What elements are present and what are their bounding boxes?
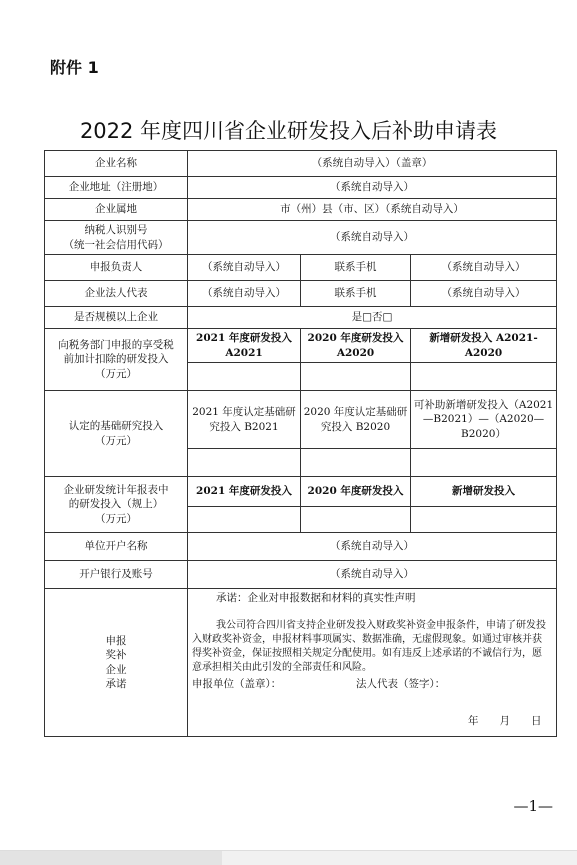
tax-rd-2020-header-line1: 2020 年度研发投入 (307, 332, 404, 345)
basic-research-2020-input[interactable] (301, 449, 411, 477)
company-address-value[interactable]: （系统自动导入） (188, 177, 557, 199)
row-pledge (45, 589, 557, 737)
row-tax-id (45, 221, 557, 255)
basic-research-2021-header-line1: 2021 年度认定基础研 (192, 406, 296, 419)
subsidizable-increase-header-line1: 可补助新增研发投入（A2021 (413, 399, 554, 412)
row-above-scale (45, 307, 557, 329)
stat-rd-2020-input[interactable] (301, 507, 411, 533)
company-location-label: 企业属地 (45, 199, 188, 221)
basic-research-2020-header-line1: 2020 年度认定基础研 (303, 406, 408, 419)
unit-seal-label: 申报单位（盖章）： (192, 678, 282, 690)
subsidizable-increase-header-line2: —B2021）—（A2020—B2020） (422, 413, 545, 440)
stat-rd-label-line1: 企业研发统计年报表中 (63, 484, 169, 497)
pledge-label-line3: 企业 (105, 663, 127, 676)
basic-research-2021-input[interactable] (188, 449, 301, 477)
account-name-label: 单位开户名称 (45, 533, 188, 561)
row-applicant (45, 255, 557, 281)
pledge-text-line2: 入财政奖补资金，申报材料事项属实、数据准确，无虚假现象。如通过审核并获 (192, 634, 542, 645)
tax-rd-label-line2: 前加计扣除的研发投入 (63, 353, 169, 366)
stat-rd-2020-header: 2020 年度研发投入 (301, 477, 411, 507)
pledge-text-line1: 我公司符合四川省支持企业研发投入财政奖补资金申报条件，申请了研发投 (216, 620, 546, 631)
row-company-name (45, 151, 557, 177)
tax-rd-label-line1: 向税务部门申报的享受税 (58, 339, 174, 352)
tax-id-value[interactable]: （系统自动导入） (188, 221, 557, 255)
pledge-content (188, 589, 557, 737)
legal-rep-value[interactable]: （系统自动导入） (188, 281, 301, 307)
attachment-label: 附件 1 (50, 58, 99, 77)
applicant-value[interactable]: （系统自动导入） (188, 255, 301, 281)
tax-rd-2021-header-line2: A2021 (225, 346, 263, 359)
subsidizable-increase-header (411, 391, 557, 449)
applicant-phone-label: 联系手机 (301, 255, 411, 281)
tax-rd-2021-input[interactable] (188, 363, 301, 391)
pledge-text-line3: 得奖补资金，保证按照相关规定分配使用。如有违反上述承诺的不诚信行为，愿 (192, 648, 542, 659)
pledge-label-line4: 承诺 (105, 677, 127, 690)
stat-rd-2021-input[interactable] (188, 507, 301, 533)
tax-rd-increase-header: 新增研发投入 A2021-A2020 (411, 329, 557, 363)
pledge-label-line1: 申报 (105, 635, 127, 648)
row-company-location (45, 199, 557, 221)
viewer-bottom-tab[interactable] (0, 851, 222, 865)
tax-rd-label-line3: （万元） (95, 367, 137, 380)
tax-id-label (45, 221, 188, 255)
pledge-text-line4: 意承担相关由此引发的全部责任和风险。 (192, 662, 372, 673)
subsidizable-increase-input[interactable] (411, 449, 557, 477)
row-basic-research-header (45, 391, 557, 449)
tax-rd-2020-header (301, 329, 411, 363)
tax-rd-increase-input[interactable] (411, 363, 557, 391)
page-number: —1— (513, 797, 553, 815)
application-form-table (44, 150, 557, 737)
above-scale-checkboxes[interactable]: 是□否□ (188, 307, 557, 329)
company-name-value[interactable]: （系统自动导入）（盖章） (188, 151, 557, 177)
pledge-label-line2: 奖补 (105, 649, 127, 662)
row-company-address (45, 177, 557, 199)
row-bank-account (45, 561, 557, 589)
company-address-label: 企业地址（注册地） (45, 177, 188, 199)
row-legal-rep (45, 281, 557, 307)
bank-account-label: 开户银行及账号 (45, 561, 188, 589)
bank-account-value[interactable]: （系统自动导入） (188, 561, 557, 589)
stat-rd-label-line2: 的研发投入（规上） (68, 498, 164, 511)
basic-research-2021-header (188, 391, 301, 449)
date-label: 年 月 日 (468, 715, 542, 727)
tax-id-label-line2: （统一社会信用代码） (63, 238, 169, 251)
basic-research-2020-header-line2: 究投入 B2020 (320, 420, 391, 433)
tax-rd-2020-header-line2: A2020 (336, 346, 375, 359)
applicant-label: 申报负责人 (45, 255, 188, 281)
above-scale-label: 是否规模以上企业 (45, 307, 188, 329)
basic-research-label-line1: 认定的基础研究投入 (68, 420, 164, 433)
basic-research-label (45, 391, 188, 477)
row-stat-rd-header (45, 477, 557, 507)
stat-rd-2021-header: 2021 年度研发投入 (188, 477, 301, 507)
row-tax-rd-header (45, 329, 557, 363)
tax-rd-2021-header-line1: 2021 年度研发投入 (196, 332, 292, 345)
basic-research-2021-header-line2: 究投入 B2021 (209, 420, 279, 433)
legal-rep-label: 企业法人代表 (45, 281, 188, 307)
basic-research-label-line2: （万元） (95, 434, 137, 447)
pledge-label (45, 589, 188, 737)
form-title: 2022 年度四川省企业研发投入后补助申请表 (79, 119, 498, 143)
applicant-phone-value[interactable]: （系统自动导入） (411, 255, 557, 281)
company-location-value[interactable]: 市（州）县（市、区）（系统自动导入） (188, 199, 557, 221)
tax-id-label-line1: 纳税人识别号 (84, 224, 148, 237)
stat-rd-label-line3: （万元） (95, 512, 137, 525)
row-account-name (45, 533, 557, 561)
stat-rd-increase-header: 新增研发投入 (411, 477, 557, 507)
viewer-bottom-bar (0, 850, 577, 865)
tax-rd-label (45, 329, 188, 391)
company-name-label: 企业名称 (45, 151, 188, 177)
stat-rd-label (45, 477, 188, 533)
basic-research-2020-header (301, 391, 411, 449)
stat-rd-increase-input[interactable] (411, 507, 557, 533)
tax-rd-2021-header (188, 329, 301, 363)
legal-rep-phone-value[interactable]: （系统自动导入） (411, 281, 557, 307)
tax-rd-2020-input[interactable] (301, 363, 411, 391)
rep-sign-label: 法人代表（签字）： (356, 678, 446, 690)
legal-rep-phone-label: 联系手机 (301, 281, 411, 307)
account-name-value[interactable]: （系统自动导入） (188, 533, 557, 561)
pledge-heading: 承诺：企业对申报数据和材料的真实性声明 (216, 592, 416, 604)
